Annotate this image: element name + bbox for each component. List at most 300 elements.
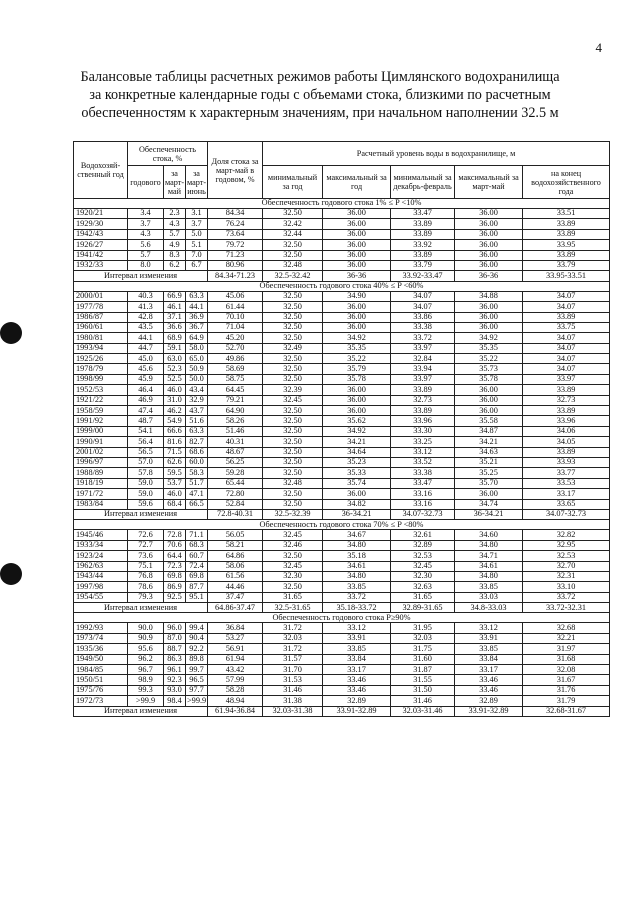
value-cell: 33.75	[523, 322, 610, 332]
value-cell: 34.92	[455, 333, 523, 343]
value-cell: 59.0	[128, 489, 164, 499]
value-cell: 35.21	[455, 457, 523, 467]
value-cell: 33.12	[455, 623, 523, 633]
header-min-decfeb: минимальный за декабрь-февраль	[391, 166, 455, 199]
value-cell: 33.89	[391, 229, 455, 239]
value-cell: 37.47	[208, 592, 263, 602]
value-cell: 68.3	[186, 540, 208, 550]
value-cell: 36.00	[455, 209, 523, 219]
value-cell: 33.89	[523, 406, 610, 416]
value-cell: 33.97	[391, 374, 455, 384]
value-cell: 36.00	[455, 260, 523, 270]
value-cell: 64.45	[208, 385, 263, 395]
value-cell: 87.0	[164, 633, 186, 643]
value-cell: 33.89	[523, 219, 610, 229]
year-cell: 1933/34	[74, 540, 128, 550]
table-row	[74, 530, 610, 540]
value-cell: 71.1	[186, 530, 208, 540]
value-cell: 32.50	[263, 333, 323, 343]
value-cell: 60.0	[186, 457, 208, 467]
value-cell: 40.3	[128, 291, 164, 301]
value-cell: 31.72	[263, 644, 323, 654]
value-cell: 51.6	[186, 416, 208, 426]
value-cell: 35.79	[323, 364, 391, 374]
value-cell: 59.5	[164, 468, 186, 478]
value-cell: 34.88	[455, 291, 523, 301]
value-cell: 73.6	[128, 551, 164, 561]
value-cell: 34.06	[523, 426, 610, 436]
value-cell: 32.45	[263, 530, 323, 540]
value-cell: 36.00	[323, 209, 391, 219]
value-cell: 33.77	[523, 468, 610, 478]
value-cell: 32.50	[263, 312, 323, 322]
value-cell: 35.70	[455, 478, 523, 488]
year-cell: 1997/98	[74, 582, 128, 592]
table-row	[74, 426, 610, 436]
value-cell: 31.57	[263, 654, 323, 664]
year-cell: 1975/76	[74, 685, 128, 695]
year-cell: 1941/42	[74, 250, 128, 260]
value-cell: 33.85	[455, 644, 523, 654]
value-cell: 5.7	[128, 250, 164, 260]
value-cell: 61.44	[208, 302, 263, 312]
value-cell: 64.90	[208, 406, 263, 416]
value-cell: 32.03	[391, 633, 455, 643]
value-cell: 53.7	[164, 478, 186, 488]
value-cell: 36.00	[455, 406, 523, 416]
value-cell: 33.52	[391, 457, 455, 467]
value-cell: 32.50	[263, 240, 323, 250]
value-cell: 31.87	[391, 665, 455, 675]
section-header-row	[74, 613, 610, 623]
interval-value: 32.5-31.65	[263, 603, 323, 613]
value-cell: 32.50	[263, 426, 323, 436]
header-prob-marmay: за март-май	[164, 166, 186, 199]
value-cell: 31.70	[263, 665, 323, 675]
interval-value: 33.95-33.51	[523, 271, 610, 281]
value-cell: 3.7	[186, 219, 208, 229]
table-row	[74, 489, 610, 499]
value-cell: 63.3	[186, 291, 208, 301]
value-cell: 54.1	[128, 426, 164, 436]
value-cell: 34.61	[323, 561, 391, 571]
interval-value: 33.91-32.89	[455, 706, 523, 716]
interval-value: 36-36	[455, 271, 523, 281]
value-cell: 93.0	[164, 685, 186, 695]
value-cell: 56.05	[208, 530, 263, 540]
value-cell: 34.07	[523, 364, 610, 374]
value-cell: 6.2	[164, 260, 186, 270]
value-cell: 33.89	[523, 229, 610, 239]
value-cell: 32.63	[391, 582, 455, 592]
table-row	[74, 416, 610, 426]
value-cell: 96.2	[128, 654, 164, 664]
year-cell: 1977/78	[74, 302, 128, 312]
value-cell: 59.0	[128, 478, 164, 488]
value-cell: 44.1	[128, 333, 164, 343]
table-row	[74, 633, 610, 643]
value-cell: 32.9	[186, 395, 208, 405]
value-cell: 33.84	[455, 654, 523, 664]
value-cell: 31.46	[263, 685, 323, 695]
table-row	[74, 696, 610, 706]
value-cell: 34.07	[523, 343, 610, 353]
year-cell: 1984/85	[74, 665, 128, 675]
value-cell: 34.92	[323, 333, 391, 343]
value-cell: 59.28	[208, 468, 263, 478]
value-cell: 90.0	[128, 623, 164, 633]
value-cell: 4.3	[128, 229, 164, 239]
value-cell: 36.00	[455, 322, 523, 332]
year-cell: 1999/00	[74, 426, 128, 436]
interval-value: 34.07-32.73	[523, 509, 610, 519]
value-cell: 34.82	[323, 499, 391, 509]
value-cell: 92.5	[164, 592, 186, 602]
header-min-year: минимальный за год	[263, 166, 323, 199]
value-cell: 32.45	[263, 395, 323, 405]
table-row	[74, 437, 610, 447]
value-cell: 31.46	[391, 696, 455, 706]
year-cell: 1926/27	[74, 240, 128, 250]
value-cell: 33.38	[391, 468, 455, 478]
table-row	[74, 312, 610, 322]
value-cell: 71.04	[208, 322, 263, 332]
year-cell: 1949/50	[74, 654, 128, 664]
value-cell: 89.8	[186, 654, 208, 664]
value-cell: 50.0	[186, 374, 208, 384]
year-cell: 1992/93	[74, 623, 128, 633]
value-cell: 75.1	[128, 561, 164, 571]
table-row	[74, 291, 610, 301]
value-cell: 52.3	[164, 364, 186, 374]
value-cell: 82.7	[186, 437, 208, 447]
title-line: обеспеченностям к характерным значениям, при начальном наполнении 32.5 м	[81, 105, 559, 121]
value-cell: 58.69	[208, 364, 263, 374]
table-row	[74, 478, 610, 488]
value-cell: 35.33	[323, 468, 391, 478]
table-row	[74, 582, 610, 592]
table-row	[74, 447, 610, 457]
value-cell: 34.60	[455, 530, 523, 540]
value-cell: 32.50	[263, 406, 323, 416]
value-cell: 32.50	[263, 437, 323, 447]
title-line: за конкретные календарные годы с объемами стока, близкими по расчетным	[89, 87, 551, 103]
value-cell: 64.9	[186, 333, 208, 343]
interval-label: Интервал изменения	[74, 706, 208, 716]
year-cell: 1950/51	[74, 675, 128, 685]
year-cell: 1962/63	[74, 561, 128, 571]
value-cell: 79.3	[128, 592, 164, 602]
value-cell: 66.5	[186, 499, 208, 509]
value-cell: 79.72	[208, 240, 263, 250]
value-cell: 58.75	[208, 374, 263, 384]
value-cell: 36.00	[455, 250, 523, 260]
value-cell: 33.86	[391, 312, 455, 322]
value-cell: 36.00	[455, 312, 523, 322]
value-cell: 36.7	[186, 322, 208, 332]
value-cell: 34.07	[391, 302, 455, 312]
header-level-group: Расчетный уровень воды в водохранилище, м	[263, 142, 610, 166]
value-cell: 3.1	[186, 209, 208, 219]
value-cell: 31.0	[164, 395, 186, 405]
interval-label: Интервал изменения	[74, 603, 208, 613]
value-cell: 32.50	[263, 302, 323, 312]
value-cell: 45.9	[128, 374, 164, 384]
value-cell: 32.50	[263, 416, 323, 426]
interval-row	[74, 603, 610, 613]
value-cell: 33.65	[523, 499, 610, 509]
table-body	[74, 199, 610, 717]
value-cell: 34.92	[323, 426, 391, 436]
value-cell: 33.94	[391, 364, 455, 374]
value-cell: 35.35	[323, 343, 391, 353]
value-cell: 33.10	[523, 582, 610, 592]
value-cell: 34.63	[455, 447, 523, 457]
year-cell: 1996/97	[74, 457, 128, 467]
value-cell: 32.50	[263, 209, 323, 219]
value-cell: 36.00	[323, 406, 391, 416]
value-cell: 33.93	[523, 457, 610, 467]
value-cell: 51.7	[186, 478, 208, 488]
value-cell: 6.7	[186, 260, 208, 270]
value-cell: 32.48	[263, 478, 323, 488]
value-cell: 36.00	[455, 229, 523, 239]
value-cell: 32.50	[263, 499, 323, 509]
year-cell: 1988/89	[74, 468, 128, 478]
value-cell: 36.00	[455, 395, 523, 405]
value-cell: 32.49	[263, 343, 323, 353]
value-cell: 36.00	[455, 385, 523, 395]
value-cell: 4.9	[164, 240, 186, 250]
table-row	[74, 644, 610, 654]
table-row	[74, 250, 610, 260]
value-cell: 33.46	[323, 685, 391, 695]
year-cell: 1920/21	[74, 209, 128, 219]
value-cell: 68.9	[164, 333, 186, 343]
value-cell: 35.23	[323, 457, 391, 467]
value-cell: 35.35	[455, 343, 523, 353]
value-cell: 36.6	[164, 322, 186, 332]
value-cell: 34.90	[323, 291, 391, 301]
value-cell: 41.3	[128, 302, 164, 312]
value-cell: 33.47	[391, 209, 455, 219]
value-cell: 72.3	[164, 561, 186, 571]
title-line: Балансовые таблицы расчетных режимов работы Цимлянского водохранилища	[80, 69, 560, 85]
value-cell: 36.00	[323, 250, 391, 260]
table-row	[74, 333, 610, 343]
year-cell: 1925/26	[74, 354, 128, 364]
value-cell: 95.1	[186, 592, 208, 602]
table-row	[74, 354, 610, 364]
value-cell: 32.21	[523, 633, 610, 643]
value-cell: 33.17	[455, 665, 523, 675]
value-cell: 32.61	[391, 530, 455, 540]
value-cell: 86.9	[164, 582, 186, 592]
value-cell: 64.4	[164, 551, 186, 561]
value-cell: 96.0	[164, 623, 186, 633]
value-cell: 65.0	[186, 354, 208, 364]
year-cell: 1935/36	[74, 644, 128, 654]
value-cell: 99.4	[186, 623, 208, 633]
value-cell: 52.70	[208, 343, 263, 353]
value-cell: 35.18	[323, 551, 391, 561]
table-row	[74, 219, 610, 229]
table-row	[74, 260, 610, 270]
value-cell: 36.00	[323, 219, 391, 229]
value-cell: 31.79	[523, 696, 610, 706]
value-cell: 33.95	[523, 240, 610, 250]
value-cell: 96.1	[164, 665, 186, 675]
value-cell: 46.1	[164, 302, 186, 312]
year-cell: 1972/73	[74, 696, 128, 706]
year-cell: 1958/59	[74, 406, 128, 416]
year-cell: 1929/30	[74, 219, 128, 229]
value-cell: 58.0	[186, 343, 208, 353]
value-cell: 57.0	[128, 457, 164, 467]
header-max-marmay: максимальный за март-май	[455, 166, 523, 199]
value-cell: 36.00	[323, 322, 391, 332]
table-row	[74, 229, 610, 239]
value-cell: >99.9	[128, 696, 164, 706]
value-cell: 40.31	[208, 437, 263, 447]
value-cell: 46.0	[164, 385, 186, 395]
value-cell: 33.79	[391, 260, 455, 270]
value-cell: 44.46	[208, 582, 263, 592]
value-cell: 92.2	[186, 644, 208, 654]
year-cell: 1942/43	[74, 229, 128, 239]
value-cell: 34.07	[523, 291, 610, 301]
value-cell: 33.91	[323, 633, 391, 643]
value-cell: 43.7	[186, 406, 208, 416]
header-prob-annual: годового	[128, 166, 164, 199]
value-cell: 32.89	[323, 696, 391, 706]
value-cell: 62.6	[164, 457, 186, 467]
value-cell: 34.67	[323, 530, 391, 540]
value-cell: 32.44	[263, 229, 323, 239]
year-cell: 1980/81	[74, 333, 128, 343]
value-cell: 44.7	[128, 343, 164, 353]
value-cell: 72.4	[186, 561, 208, 571]
value-cell: 32.84	[391, 354, 455, 364]
value-cell: 48.67	[208, 447, 263, 457]
header-max-year: максимальный за год	[323, 166, 391, 199]
value-cell: 72.8	[164, 530, 186, 540]
table-row	[74, 571, 610, 581]
value-cell: 58.06	[208, 561, 263, 571]
value-cell: 3.7	[128, 219, 164, 229]
value-cell: 52.84	[208, 499, 263, 509]
value-cell: 32.45	[263, 561, 323, 571]
value-cell: 32.50	[263, 582, 323, 592]
value-cell: 33.89	[523, 447, 610, 457]
year-cell: 1932/33	[74, 260, 128, 270]
value-cell: 36.00	[323, 385, 391, 395]
value-cell: 32.70	[523, 561, 610, 571]
value-cell: 34.87	[455, 426, 523, 436]
value-cell: 35.74	[323, 478, 391, 488]
value-cell: 43.5	[128, 322, 164, 332]
table-row	[74, 540, 610, 550]
value-cell: 70.6	[164, 540, 186, 550]
year-cell: 1986/87	[74, 312, 128, 322]
value-cell: 36.00	[455, 240, 523, 250]
value-cell: 46.9	[128, 395, 164, 405]
value-cell: 32.39	[263, 385, 323, 395]
value-cell: 35.78	[323, 374, 391, 384]
value-cell: 45.6	[128, 364, 164, 374]
value-cell: 68.6	[186, 447, 208, 457]
year-cell: 1943/44	[74, 571, 128, 581]
value-cell: 73.64	[208, 229, 263, 239]
binder-hole	[0, 322, 22, 344]
value-cell: 8.3	[164, 250, 186, 260]
value-cell: 56.5	[128, 447, 164, 457]
value-cell: 36.00	[323, 395, 391, 405]
value-cell: 43.42	[208, 665, 263, 675]
value-cell: 86.3	[164, 654, 186, 664]
value-cell: 32.48	[263, 260, 323, 270]
value-cell: 66.6	[164, 426, 186, 436]
value-cell: 33.96	[523, 416, 610, 426]
value-cell: 36.00	[323, 240, 391, 250]
interval-value: 32.5-32.39	[263, 509, 323, 519]
value-cell: 33.17	[523, 489, 610, 499]
value-cell: 33.25	[391, 437, 455, 447]
value-cell: 95.6	[128, 644, 164, 654]
value-cell: 33.72	[391, 333, 455, 343]
interval-row	[74, 706, 610, 716]
value-cell: 34.21	[323, 437, 391, 447]
value-cell: 34.07	[523, 302, 610, 312]
value-cell: 32.03	[263, 633, 323, 643]
value-cell: 3.4	[128, 209, 164, 219]
value-cell: 31.67	[523, 675, 610, 685]
value-cell: 66.9	[164, 291, 186, 301]
value-cell: 8.0	[128, 260, 164, 270]
value-cell: 60.7	[186, 551, 208, 561]
value-cell: 58.28	[208, 685, 263, 695]
value-cell: 2.3	[164, 209, 186, 219]
value-cell: 32.50	[263, 489, 323, 499]
value-cell: 31.95	[391, 623, 455, 633]
value-cell: 35.22	[455, 354, 523, 364]
value-cell: 4.3	[164, 219, 186, 229]
value-cell: 32.50	[263, 354, 323, 364]
value-cell: 31.72	[263, 623, 323, 633]
header-end-year: на конец водохозяйственного года	[523, 166, 610, 199]
section-header-row	[74, 199, 610, 209]
value-cell: 32.50	[263, 551, 323, 561]
value-cell: 33.46	[455, 675, 523, 685]
value-cell: 44.1	[186, 302, 208, 312]
value-cell: 64.86	[208, 551, 263, 561]
value-cell: 70.10	[208, 312, 263, 322]
value-cell: 45.0	[128, 354, 164, 364]
value-cell: 47.1	[186, 489, 208, 499]
value-cell: 54.9	[164, 416, 186, 426]
value-cell: 36.84	[208, 623, 263, 633]
value-cell: 96.5	[186, 675, 208, 685]
value-cell: 32.45	[391, 561, 455, 571]
value-cell: 76.8	[128, 571, 164, 581]
interval-value: 84.34-71.23	[208, 271, 263, 281]
section-label: Обеспеченность годового стока 70% ≤ P <80%	[74, 520, 610, 530]
value-cell: 7.0	[186, 250, 208, 260]
value-cell: 33.85	[455, 582, 523, 592]
value-cell: 32.73	[523, 395, 610, 405]
value-cell: 32.50	[263, 457, 323, 467]
interval-label: Интервал изменения	[74, 271, 208, 281]
